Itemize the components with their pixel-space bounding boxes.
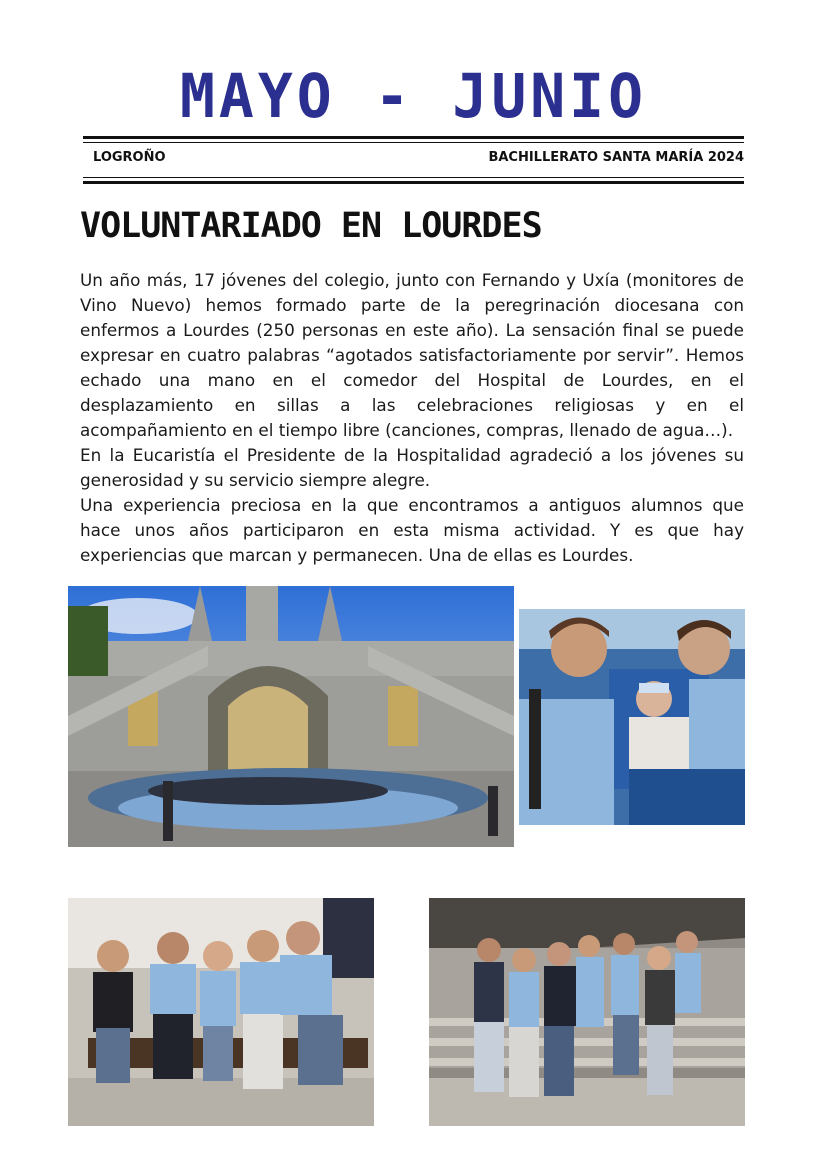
article-paragraph: Una experiencia preciosa en la que encontramos a antiguos alumnos que hace unos años participaron en esta misma actividad. Y es que hay experiencias que marcan y permanecen. Una de ellas es Lourdes.	[80, 495, 744, 565]
photo-volunteers-helping	[519, 609, 745, 825]
article-headline: VOLUNTARIADO EN LOURDES	[80, 206, 542, 246]
top-rule-2	[83, 142, 744, 143]
newsletter-title: MAYO - JUNIO	[179, 60, 648, 132]
photo-group-seated	[68, 898, 374, 1126]
article-paragraph: En la Eucaristía el Presidente de la Hospitalidad agradeció a los jóvenes su generosidad y su servicio siempre alegre.	[80, 445, 744, 490]
school-label: BACHILLERATO SANTA MARÍA 2024	[488, 150, 744, 165]
article-paragraph: Un año más, 17 jóvenes del colegio, junto con Fernando y Uxía (monitores de Vino Nuevo) hemos formado parte de la peregrinación diocesana con enfermos a Lourdes (250 personas en este año). La sensación final se puede expresar en cuatro palabras “agotados satisfactoriamente por servir”. Hemos echado una mano en el comedor del Hospital de Lourdes, en el desplazamiento en sillas a las celebraciones religiosas y en el acompañamiento en el tiempo libre (canciones, compras, llenado de agua…).	[80, 270, 744, 440]
bottom-rule-2	[83, 181, 744, 184]
photo-basilica-group	[68, 586, 514, 847]
article-body	[80, 268, 744, 568]
top-rule-1	[83, 136, 744, 139]
location-label: LOGROÑO	[93, 150, 166, 165]
photo-group-standing	[429, 898, 745, 1126]
bottom-rule-1	[83, 177, 744, 178]
